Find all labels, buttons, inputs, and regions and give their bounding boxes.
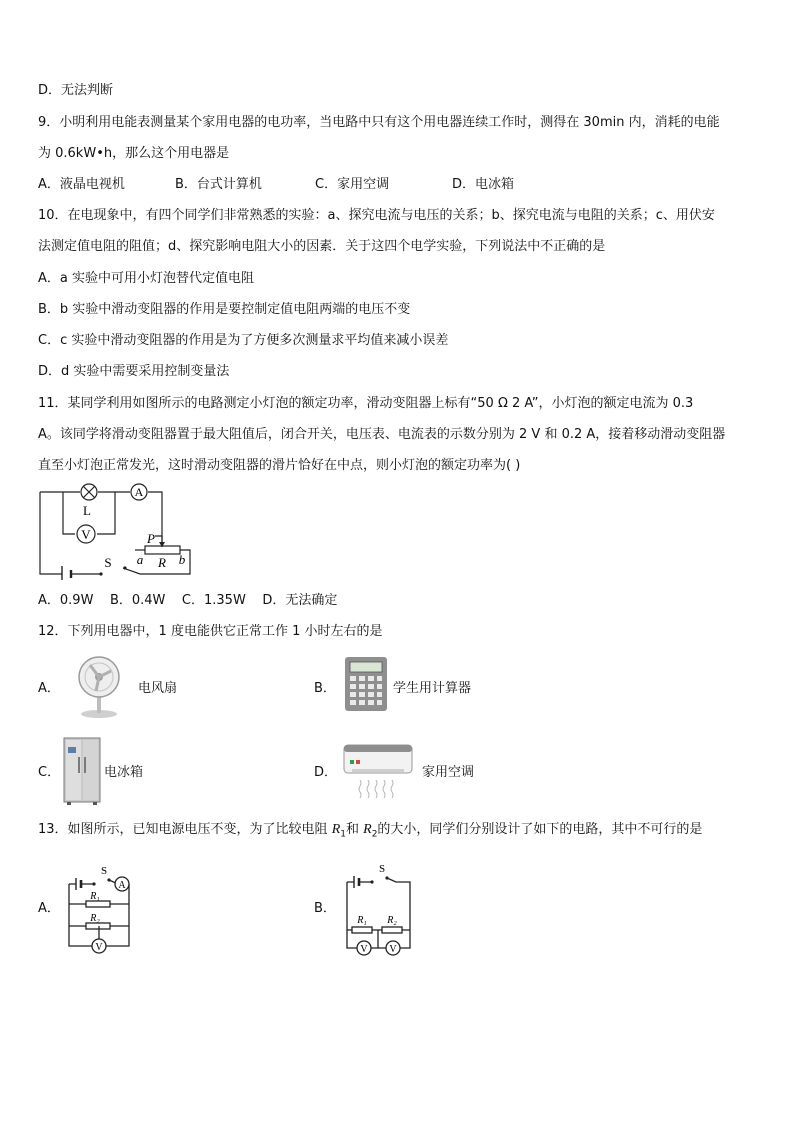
refrigerator-icon — [62, 737, 102, 805]
q10-stem-line1: 10．在电现象中，有四个同学们非常熟悉的实验：a、探究电流与电压的关系；b、探究电流与电阻的关系；c、用伏安 — [38, 208, 715, 223]
q11-label-lamp: L — [83, 503, 91, 518]
q9-option-c: C．家用空调 — [315, 177, 390, 192]
q13-circuit-a — [64, 864, 144, 954]
q10-stem-line2: 法测定值电阻的阻值；d、探究影响电阻大小的因素．关于这四个电学实验，下列说法中不正确的是 — [38, 239, 606, 254]
q13a-label-r1: R₁ — [90, 891, 100, 902]
q11-label-r: R — [158, 555, 166, 570]
q12-option-b-letter: B． — [314, 681, 336, 696]
q11-label-b: b — [178, 552, 186, 567]
q11-label-a: a — [136, 552, 144, 567]
q13b-label-r1: R₁ — [357, 915, 367, 926]
q11-stem-line2: A。该同学将滑动变阻器置于最大阻值后，闭合开关，电压表、电流表的示数分别为 2 V 和 0.2 A，接着移动滑动变阻器 — [38, 427, 726, 442]
q10-option-c: C．c 实验中滑动变阻器的作用是为了方便多次测量求平均值来减小误差 — [38, 333, 449, 348]
q13-option-a-letter: A． — [38, 901, 60, 916]
air-conditioner-icon — [342, 742, 414, 804]
q12-option-b-label: 学生用计算器 — [393, 681, 472, 696]
q13b-label-voltmeter-1: V — [360, 944, 368, 955]
q11-label-ammeter: A — [134, 485, 144, 499]
q11-label-switch: S — [104, 555, 112, 570]
q13-stem-b: 的大小，同学们分别设计了如下的电路，其中不可行的是 — [377, 822, 703, 837]
q9-option-d: D．电冰箱 — [452, 177, 515, 192]
q12-option-d-letter: D． — [314, 765, 338, 780]
fan-icon — [66, 653, 132, 719]
q13a-label-switch: S — [100, 865, 108, 877]
q12-option-c-letter: C． — [38, 765, 61, 780]
q13-r2-sub: 2 — [371, 829, 378, 840]
q11-circuit-diagram — [35, 482, 205, 580]
q13-r1-sub: 1 — [340, 829, 346, 840]
q13b-label-switch: S — [378, 863, 386, 875]
q9-stem-line2: 为 0.6kW•h，那么这个用电器是 — [38, 146, 230, 161]
q11-stem-line3: 直至小灯泡正常发光，这时滑动变阻器的滑片恰好在中点，则小灯泡的额定功率为( ) — [38, 458, 521, 473]
q12-option-d-label: 家用空调 — [422, 765, 475, 780]
q13-option-b-letter: B． — [314, 901, 336, 916]
q13-stem-mid: 和 — [345, 822, 364, 837]
q13-r1: R — [331, 822, 341, 837]
q9-option-a: A．液晶电视机 — [38, 177, 125, 192]
q13b-label-r2: R₂ — [387, 915, 397, 926]
q13a-label-voltmeter: V — [95, 942, 103, 953]
battery-icon — [62, 566, 71, 580]
q11-label-slider: P — [147, 531, 155, 546]
calculator-icon — [344, 656, 388, 712]
q11-options: A．0.9W B．0.4W C．1.35W D．无法确定 — [38, 593, 338, 608]
q10-option-d: D．d 实验中需要采用控制变量法 — [38, 364, 230, 379]
q12-option-a-letter: A． — [38, 681, 60, 696]
q12-option-c-label: 电冰箱 — [104, 765, 144, 780]
q11-label-voltmeter: V — [81, 527, 91, 542]
q13-circuit-b — [342, 860, 422, 960]
q10-option-b: B．b 实验中滑动变阻器的作用是要控制定值电阻两端的电压不变 — [38, 302, 411, 317]
q8-option-d: D．无法判断 — [38, 83, 114, 98]
q12-stem: 12．下列用电器中，1 度电能供它正常工作 1 小时左右的是 — [38, 624, 383, 639]
q13a-label-r2: R₂ — [90, 913, 100, 924]
lamp-icon — [81, 484, 97, 500]
q13-stem — [38, 821, 702, 844]
q11-stem-line1: 11．某同学利用如图所示的电路测定小灯泡的额定功率，滑动变阻器上标有“50 Ω 2 A”，小灯泡的额定电流为 0.3 — [38, 396, 694, 411]
q13a-label-ammeter: A — [118, 880, 126, 891]
q9-option-b: B．台式计算机 — [175, 177, 262, 192]
q13-r2: R — [363, 822, 372, 837]
q10-option-a: A．a 实验中可用小灯泡替代定值电阻 — [38, 271, 254, 286]
q13b-label-voltmeter-2: V — [389, 944, 397, 955]
q12-option-a-label: 电风扇 — [138, 681, 178, 696]
q9-stem-line1: 9．小明利用电能表测量某个家用电器的电功率，当电路中只有这个用电器连续工作时，测得在 30min 内，消耗的电能 — [38, 115, 720, 130]
q13-stem-a: 13．如图所示，已知电源电压不变，为了比较电阻 — [38, 822, 332, 837]
